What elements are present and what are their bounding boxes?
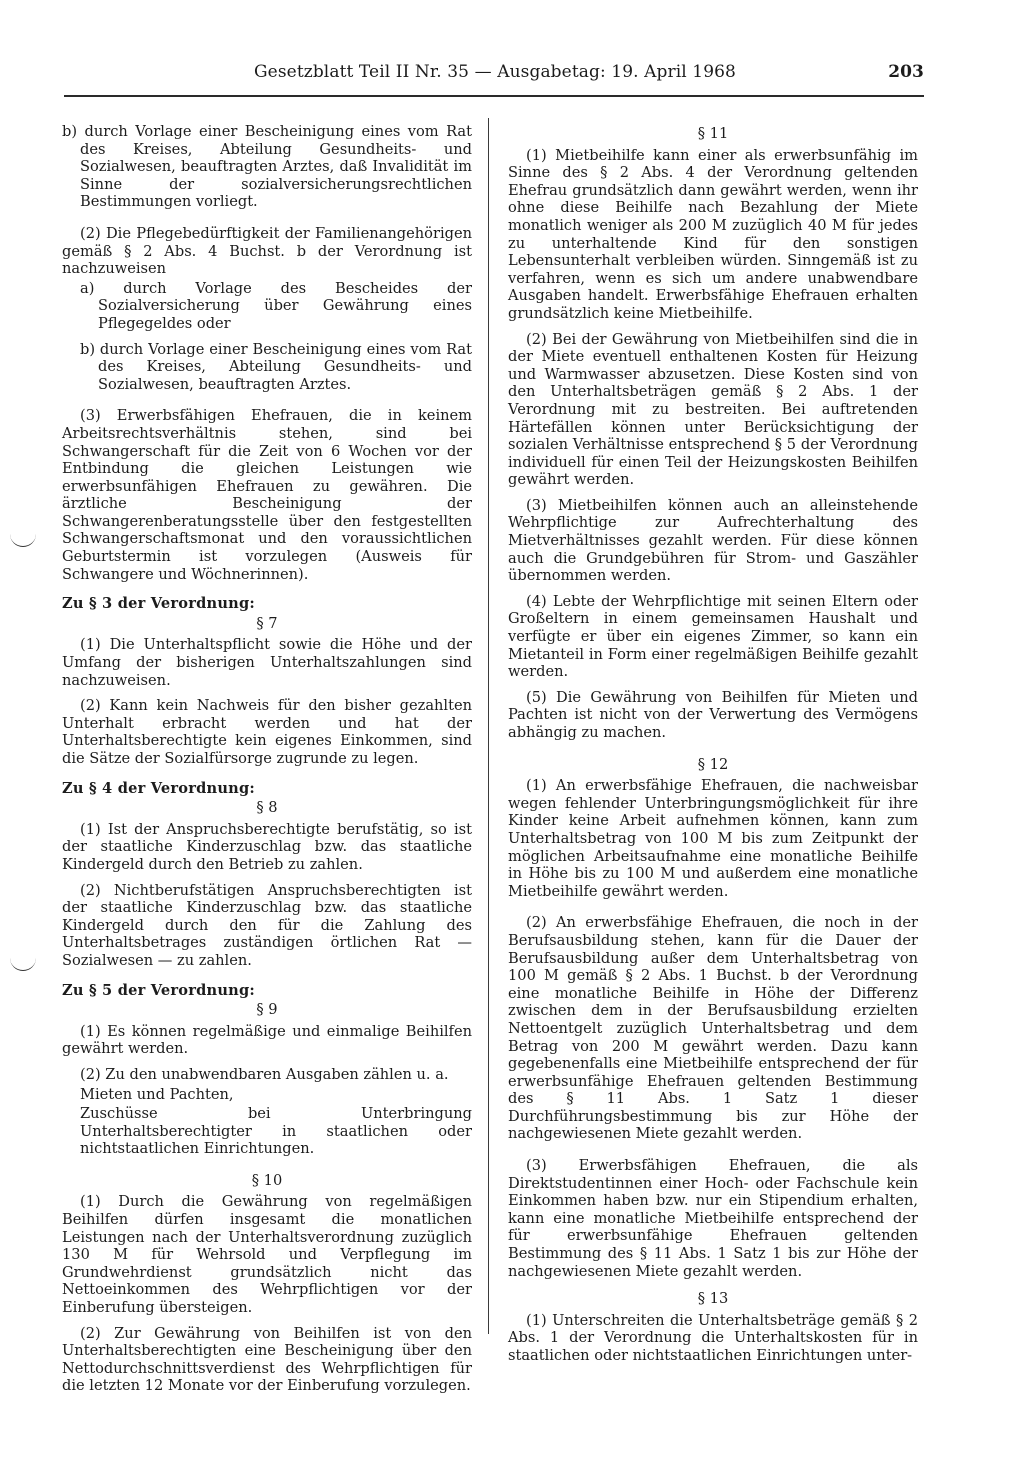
- section-heading: Zu § 5 der Verordnung:: [62, 981, 255, 999]
- section-number: § 7: [256, 614, 278, 632]
- paragraph: (2) Nichtberufstätigen Anspruchsberechtigten ist der staatliche Kinderzuschlag bzw. das staatliche Kindergeld durch den für die Zahlung des Unterhaltsbetrages zuständigen örtlichen Rat — Sozialwesen — zu zahlen.: [62, 881, 472, 969]
- section-number: § 12: [697, 755, 729, 773]
- paragraph: (1) Unterschreiten die Unterhaltsbeträge gemäß § 2 Abs. 1 der Verordnung die Unterhaltskosten für in staatlichen oder nichtstaatlichen Einrichtungen unter-: [508, 1311, 918, 1364]
- right-column: [508, 123, 918, 1373]
- paragraph: (2) Zu den unabwendbaren Ausgaben zählen u. a.: [80, 1065, 449, 1083]
- gazette-title: Gesetzblatt Teil II Nr. 35 — Ausgabetag: 19. April 1968: [254, 62, 736, 82]
- left-column: [62, 123, 472, 1403]
- paragraph: (2) Die Pflegebedürftigkeit der Familienangehörigen gemäß § 2 Abs. 4 Buchst. b der Verordnung ist nachzuweisen: [62, 224, 472, 278]
- section-heading: Zu § 3 der Verordnung:: [62, 595, 255, 613]
- section-number: § 8: [256, 799, 278, 817]
- section-heading: Zu § 4 der Verordnung:: [62, 779, 255, 797]
- section-number: § 11: [697, 125, 729, 142]
- paragraph: (4) Lebte der Wehrpflichtige mit seinen Eltern oder Großeltern in einem gemeinsamen Haushalt und verfügte er über ein eigenes Zimmer, so kann ein Mietanteil in Form einer regelmäßigen Beihilfe gezahlt werden.: [508, 592, 918, 681]
- list-item: b) durch Vorlage einer Bescheinigung eines vom Rat des Kreises, Abteilung Gesundheits- und Sozialwesen, beauftragten Arztes.: [80, 340, 472, 393]
- paragraph: b) durch Vorlage einer Bescheinigung eines vom Rat des Kreises, Abteilung Gesundheits- und Sozialwesen, beauftragten Arztes, daß Invalidität im Sinne der sozialversicherungsrechtlichen Bestimmungen vorliegt.: [62, 123, 472, 211]
- paragraph: (1) Es können regelmäßige und einmalige Beihilfen gewährt werden.: [62, 1022, 472, 1058]
- list-item: Zuschüsse bei Unterbringung Unterhaltsberechtigter in staatlichen oder nichtstaatlichen Einrichtungen.: [80, 1105, 472, 1158]
- paragraph: (1) Durch die Gewährung von regelmäßigen Beihilfen dürfen insgesamt die monatlichen Leistungen nach der Unterhaltsverordnung zuzüglich 130 M für Wehrsold und Verpflegung im Grundwehrdienst grundsätzlich nicht das Nettoeinkommen des Wehrpflichtigen vor der Einberufung übersteigen.: [62, 1193, 472, 1317]
- page-number: 203: [888, 62, 924, 82]
- section-number: § 9: [256, 1001, 278, 1019]
- margin-mark: [10, 532, 36, 547]
- paragraph: (1) Mietbeihilfe kann einer als erwerbsunfähig im Sinne des § 2 Abs. 4 der Verordnung geltenden Ehefrau grundsätzlich dann gewährt werden, wenn ihr ohne diese Beihilfe nach Bezahlung der Miete monatlich weniger als 200 M zuzüglich 40 M für jedes zu unterhaltende Kind für den sonstigen Lebensunterhalt verbleiben würden. Sinngemäß ist zu verfahren, wenn es sich um andere unabwendbare Ausgaben handelt. Erwerbsfähige Ehefrauen erhalten grundsätzlich keine Mietbeihilfe.: [508, 146, 918, 322]
- list-item: a) durch Vorlage des Bescheides der Sozialversicherung über Gewährung eines Pflegegeldes oder: [80, 279, 472, 332]
- section-number: § 13: [697, 1290, 729, 1308]
- section-number: § 10: [251, 1171, 283, 1189]
- paragraph: (3) Erwerbsfähigen Ehefrauen, die in keinem Arbeitsrechtsverhältnis stehen, sind bei Schwangerschaft für die Zeit von 6 Wochen vor der Entbindung die gleichen Leistungen wie erwerbsunfähigen Ehefrauen zu gewähren. Die ärztliche Bescheinigung der Schwangerenberatungsstelle über den festgestellten Schwangerschaftsmonat und den voraussichtlichen Geburtstermin ist vorzulegen (Ausweis für Schwangere und Wöchnerinnen).: [62, 407, 472, 583]
- paragraph: (3) Mietbeihilfen können auch an alleinstehende Wehrpflichtige zur Aufrechterhaltung des Mietverhältnisses gezahlt werden. Für diese können auch die Grundgebühren für Strom- und Gaszähler übernommen werden.: [508, 496, 918, 585]
- header-rule: [64, 95, 924, 97]
- paragraph: (2) Kann kein Nachweis für den bisher gezahlten Unterhalt erbracht werden und hat der Unterhaltsberechtigte kein eigenes Einkommen, sind die Sätze der Sozialfürsorge zugrunde zu legen.: [62, 697, 472, 767]
- paragraph: (3) Erwerbsfähigen Ehefrauen, die als Direktstudentinnen einer Hoch- oder Fachschule kein Einkommen haben bzw. nur ein Stipendium erhalten, kann eine monatliche Mietbeihilfe entsprechend der für erwerbsunfähige Ehefrauen geltenden Bestimmung des § 11 Abs. 1 Satz 1 bis zur Höhe der nachgewiesenen Miete gezahlt werden.: [508, 1157, 918, 1280]
- paragraph: (1) An erwerbsfähige Ehefrauen, die nachweisbar wegen fehlender Unterbringungsmöglichkeit für ihre Kinder keine Arbeit aufnehmen können, kann zum Unterhaltsbetrag von 100 M bis zum Zeitpunkt der möglichen Arbeitsaufnahme eine monatliche Beihilfe in Höhe bis zu 100 M und außerdem eine monatliche Mietbeihilfe gewährt werden.: [508, 777, 918, 900]
- paragraph: (2) Bei der Gewährung von Mietbeihilfen sind die in der Miete eventuell enthaltenen Kosten für Heizung und Warmwasser abzusetzen. Diese Kosten sind von den Unterhaltsbeträgen gemäß § 2 Abs. 1 der Verordnung mit zu bestreiten. Bei auftretenden Härtefällen können unter Berücksichtigung der sozialen Verhältnisse entsprechend § 5 der Verordnung individuell für einen Teil der Heizungskosten Beihilfen gewährt werden.: [508, 330, 918, 489]
- paragraph: (2) An erwerbsfähige Ehefrauen, die noch in der Berufsausbildung stehen, kann für die Dauer der Berufsausbildung außer dem Unterhaltsbetrag von 100 M gemäß § 2 Abs. 1 Buchst. b der Verordnung eine monatliche Beihilfe in Höhe der Differenz zwischen dem in der Berufsausbildung erzielten Nettoentgelt zuzüglich Unterhaltsbetrag und dem Betrag von 200 M gewährt werden. Dazu kann gegebenenfalls eine Mietbeihilfe entsprechend der für erwerbsunfähige Ehefrauen geltenden Bestimmung des § 11 Abs. 1 Satz 1 dieser Durchführungsbestimmung bis zur Höhe der nachgewiesenen Miete gezahlt werden.: [508, 914, 918, 1143]
- paragraph: (5) Die Gewährung von Beihilfen für Mieten und Pachten ist nicht von der Verwertung des Vermögens abhängig zu machen.: [508, 688, 918, 741]
- margin-mark: [10, 956, 36, 971]
- paragraph: (1) Die Unterhaltspflicht sowie die Höhe und der Umfang der bisherigen Unterhaltszahlungen sind nachzuweisen.: [62, 636, 472, 689]
- list-item: Mieten und Pachten,: [80, 1085, 234, 1103]
- column-divider: [488, 118, 489, 1334]
- paragraph: (1) Ist der Anspruchsberechtigte berufstätig, so ist der staatliche Kinderzuschlag bzw. das staatliche Kindergeld durch den Betrieb zu zahlen.: [62, 820, 472, 873]
- paragraph: (2) Zur Gewährung von Beihilfen ist von den Unterhaltsberechtigten eine Bescheinigung über den Nettodurchschnittsverdienst des Wehrpflichtigen für die letzten 12 Monate vor der Einberufung vorzulegen.: [62, 1324, 472, 1395]
